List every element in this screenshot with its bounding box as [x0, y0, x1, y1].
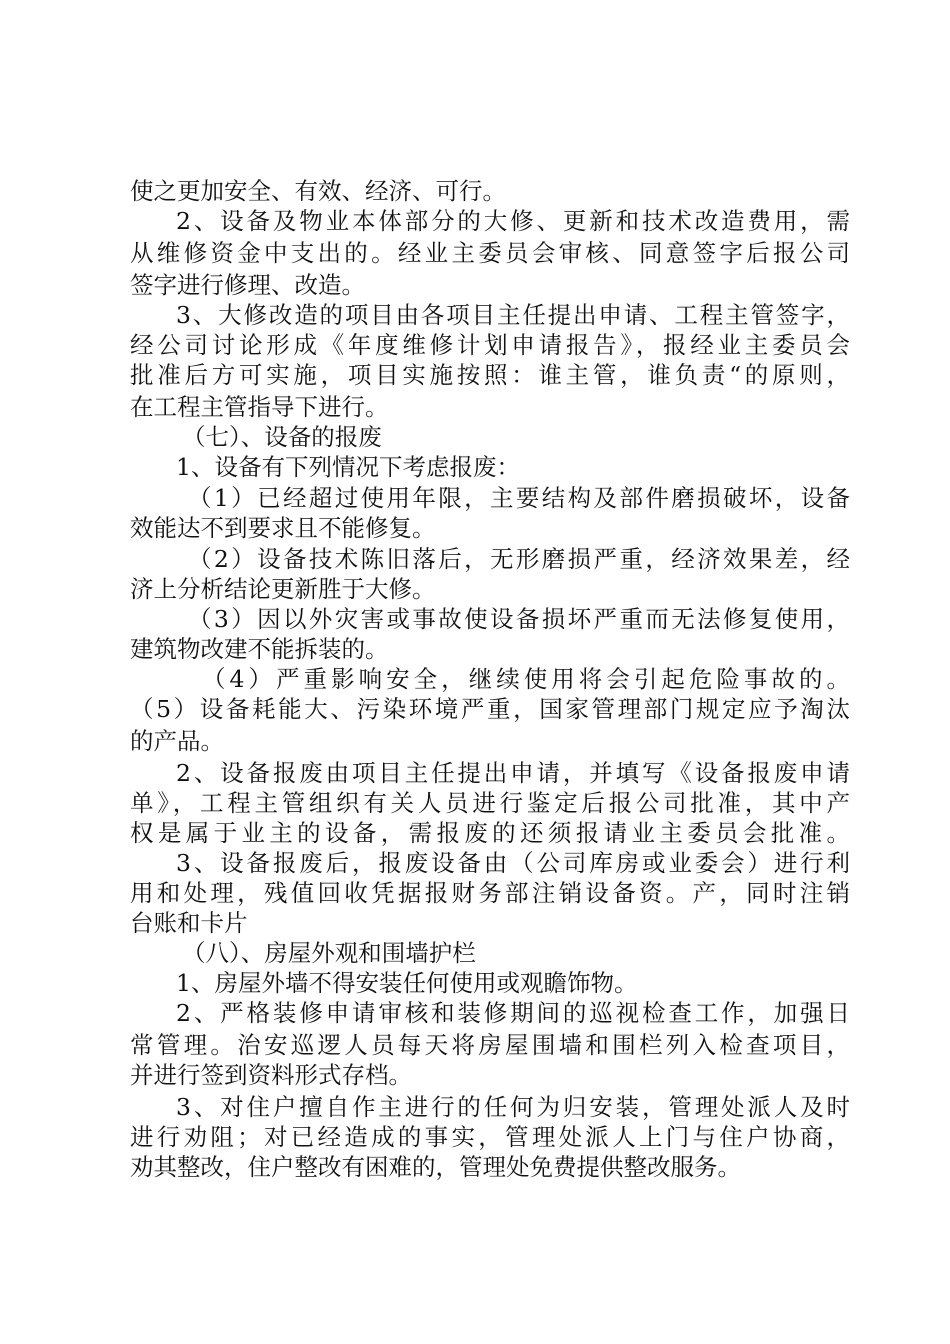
text-line: 2、严格装修申请审核和装修期间的巡视检查工作，加强日 [176, 999, 850, 1027]
text-line: 用和处理，残值回收凭据报财务部注销设备资。产，同时注销 [130, 879, 850, 907]
text-line: 3、设备报废后，报废设备由（公司库房或业委会）进行利 [176, 849, 850, 877]
text-line: 并进行签到资料形式存档。 [130, 1061, 412, 1089]
text-line: 1、设备有下列情况下考虑报废： [176, 453, 520, 481]
section-heading: （八）、房屋外观和围墙护栏 [182, 939, 476, 967]
text-line: 常管理。治安巡逻人员每天将房屋围墙和围栏列入检查项目， [130, 1031, 850, 1059]
text-line: 台账和卡片 [130, 909, 248, 937]
text-line: 权是属于业主的设备，需报废的还须报请业主委员会批准。 [130, 819, 850, 847]
text-line: （2）设备技术陈旧落后，无形磨损严重，经济效果差，经 [188, 545, 850, 573]
text-line: 进行劝阻；对已经造成的事实，管理处派人上门与住户协商， [130, 1123, 850, 1151]
text-line: 2、设备及物业本体部分的大修、更新和技术改造费用，需 [176, 207, 850, 235]
text-line: 单》，工程主管组织有关人员进行鉴定后报公司批准，其中产 [130, 789, 850, 817]
text-line: （3）因以外灾害或事故使设备损坏严重而无法修复使用， [188, 605, 850, 633]
text-line: 批准后方可实施，项目实施按照：谁主管，谁负责“的原则， [130, 361, 850, 389]
text-line: 济上分析结论更新胜于大修。 [130, 575, 436, 603]
text-line: 劝其整改，住户整改有困难的，管理处免费提供整改服务。 [130, 1153, 741, 1181]
text-line: 2、设备报废由项目主任提出申请，并填写《设备报废申请 [176, 759, 850, 787]
section-heading: （七）、设备的报废 [182, 423, 382, 451]
text-line: 3、大修改造的项目由各项目主任提出申请、工程主管签字， [176, 301, 850, 329]
text-line: 签字进行修理、改造。 [130, 271, 365, 299]
text-line: （1）已经超过使用年限，主要结构及部件磨损破坏，设备 [188, 484, 850, 512]
text-line: 在工程主管指导下进行。 [130, 393, 389, 421]
text-line: 使之更加安全、有效、经济、可行。 [130, 177, 506, 205]
text-line: 效能达不到要求且不能修复。 [130, 514, 436, 542]
text-line: 建筑物改建不能拆装的。 [130, 635, 389, 663]
text-line: 经公司讨论形成《年度维修计划申请报告》，报经业主委员会 [130, 331, 850, 359]
text-line: 3、对住户擅自作主进行的任何为归安装，管理处派人及时 [176, 1093, 850, 1121]
text-line: 1、房屋外墙不得安装任何使用或观瞻饰物。 [176, 969, 638, 997]
text-line: 从维修资金中支出的。经业主委员会审核、同意签字后报公司 [130, 239, 850, 267]
text-line: （4）严重影响安全，继续使用将会引起危险事故的。 [202, 665, 850, 693]
text-line: （5）设备耗能大、污染环境严重，国家管理部门规定应予淘汰 [130, 695, 850, 723]
text-line: 的产品。 [130, 727, 224, 755]
